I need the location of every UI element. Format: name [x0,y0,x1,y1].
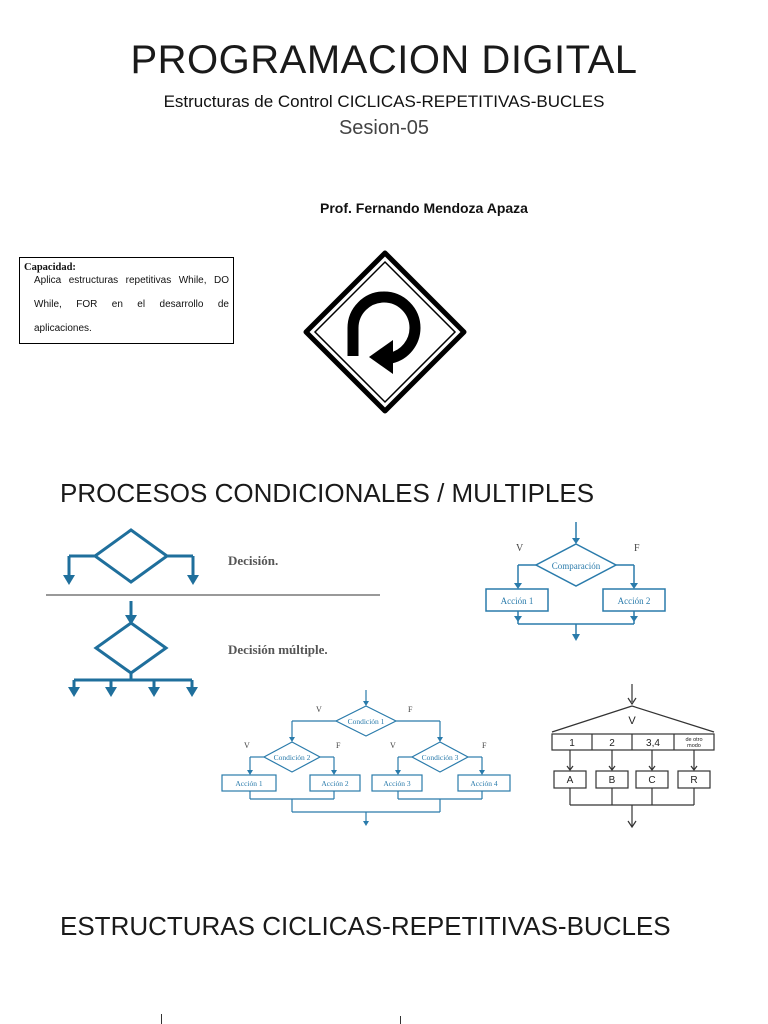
comparison-false-label: F [634,543,640,554]
decision-diagram [44,525,384,700]
nested-action-3: Acción 3 [383,779,411,788]
switch-case-3: 3,4 [646,738,660,749]
nested-f-label-2: F [336,741,341,750]
nested-condition-3: Condición 3 [421,753,459,762]
switch-case-2: 2 [609,738,615,749]
multiple-decision-label: Decisión múltiple. [228,642,328,657]
switch-selector: V [628,715,636,727]
comparison-condition: Comparación [551,561,601,571]
section-heading-conditional: PROCESOS CONDICIONALES / MULTIPLES [60,478,595,508]
switch-action-b: B [608,775,616,786]
u-turn-sign-icon [303,250,467,414]
nested-condition-2: Condición 2 [273,753,311,762]
nested-v-label-2: V [244,741,250,750]
page-fragment-line-left [161,1014,162,1024]
switch-default-line2: modo [687,743,701,749]
capacity-box [19,257,234,344]
nested-action-1: Acción 1 [235,779,263,788]
switch-action-c: C [648,775,656,786]
section-heading-cyclic: ESTRUCTURAS CICLICAS-REPETITIVAS-BUCLES [60,911,671,941]
page-subtitle: Estructuras de Control CICLICAS-REPETITIVAS-BUCLES [163,92,605,111]
nested-condition-flowchart [218,688,518,830]
page-title: PROGRAMACION DIGITAL [130,38,638,82]
nested-action-4: Acción 4 [470,779,498,788]
nested-v-label-1: V [316,705,322,714]
nested-f-label-1: F [408,705,413,714]
switch-case-diagram [548,682,720,830]
switch-action-a: A [566,775,574,786]
switch-default-line1: de otro [685,737,703,743]
comparison-true-label: V [516,543,524,554]
nested-v-label-3: V [390,741,396,750]
professor-name: Prof. Fernando Mendoza Apaza [320,200,528,216]
capacity-title: Capacidad: [24,262,76,273]
nested-f-label-3: F [482,741,487,750]
comparison-action-1: Acción 1 [500,596,534,606]
capacity-text: Aplica estructuras repetitivas While, DO While, FOR en el desarrollo de aplicaciones. [34,275,229,334]
switch-case-1: 1 [569,738,575,749]
nested-action-2: Acción 2 [321,779,349,788]
switch-action-r: R [690,775,698,786]
comparison-action-2: Acción 2 [617,596,651,606]
decision-label: Decisión. [228,553,279,568]
session-label: Sesion-05 [338,117,430,139]
nested-condition-1: Condición 1 [347,717,385,726]
comparison-flowchart [478,520,678,645]
page-fragment-line-right [400,1016,401,1024]
